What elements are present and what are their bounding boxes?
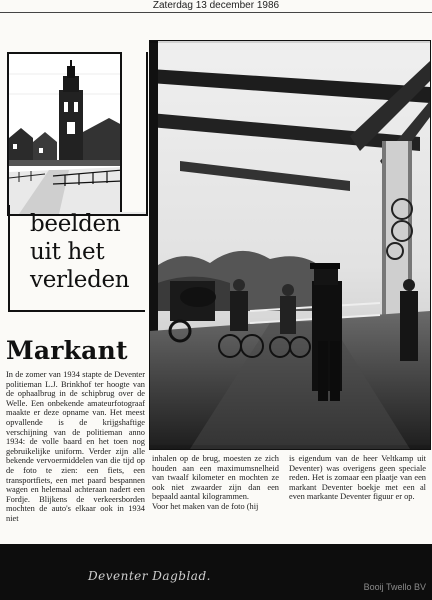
dateline: Zaterdag 13 december 1986 (152, 0, 280, 11)
logo-divider (120, 52, 146, 212)
headline: Markant (6, 336, 128, 365)
column-logo-line-2: uit het (30, 239, 105, 265)
watermark-credit: Booij Twello BV (363, 582, 426, 592)
article-column-3: is eigendum van de heer Veltkamp uit Deventer) was overigens geen speciale reden. Het is zomaar een plaatje van een markant Deventer boekje met een al even markante Deventer figuur er op. (289, 454, 426, 502)
historic-photo (149, 40, 431, 450)
bridge-photo-illustration (150, 41, 430, 449)
column-logo-line-1: beelden (30, 211, 121, 237)
article-column-1: In de zomer van 1934 stapte de Deventer politieman L.J. Brinkhof ter hoogte van de ophaalbrug in de schipbrug over de Welle. Een onbekende amateurfotograaf maakte er deze opname van. Het meest opvallende is de krijgshaftige verschijning van de politieman anno 1934: de volle baard en het toen nog gebruikelijke uniform. Verder zijn alle bekende vervoermiddelen van die tijd op de foto te zien: een fiets, een transportfiets, een met paard bespannen wagen en helemaal achteraan nadert een Fordje. Blijkens de verkeersborden mochten de auto's elkaar ook in 1934 niet (6, 370, 145, 523)
handwritten-signature: Deventer Dagblad. (88, 569, 211, 583)
article-column-2: inhalen op de brug, moesten ze zich houden aan een maximumsnelheid van twaalf kilometer en mochten ze ook niet zwaarder zijn dan een bepaald aantal kilogrammen. Voor het maken van de foto (hij (152, 454, 279, 511)
column-logo-line-3: verleden (30, 267, 130, 293)
dateline-rule (0, 12, 432, 13)
